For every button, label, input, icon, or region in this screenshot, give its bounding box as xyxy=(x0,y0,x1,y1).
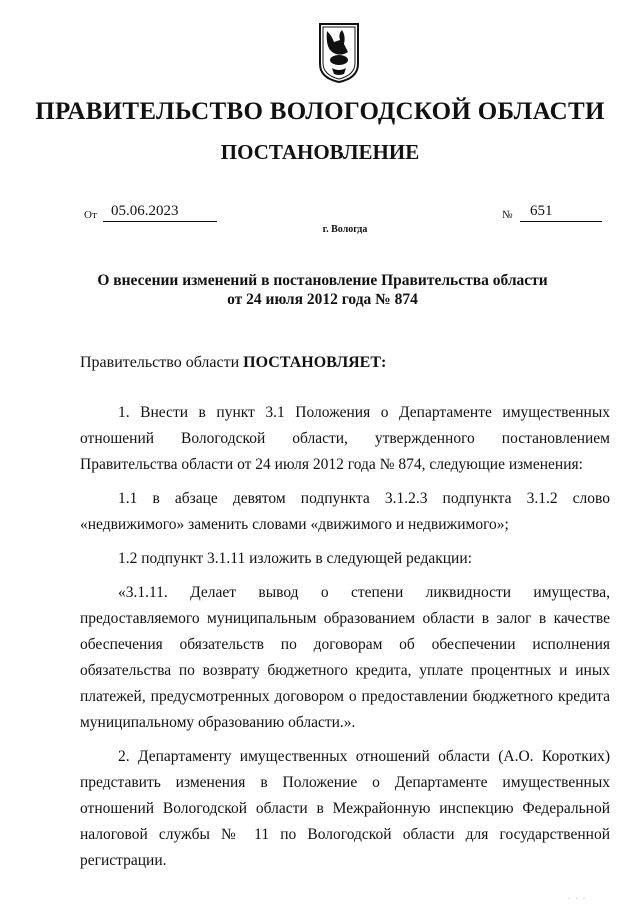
preamble-emphasis: ПОСТАНОВЛЯЕТ: xyxy=(243,354,387,371)
document-number: 651 xyxy=(520,203,602,222)
paragraph-1-2: 1.2 подпункт 3.1.11 изложить в следующей редакции: xyxy=(118,550,472,567)
number-prefix: № xyxy=(502,209,513,221)
paragraph-1-1: 1.1 в абзаце девятом подпункта 3.1.2.3 подпункта 3.1.2 слово «недвижимого» заменить словами «движимого и недвижимого»; xyxy=(80,490,610,533)
footer-marks: · · · xyxy=(568,896,587,902)
paragraph-1: 1. Внести в пункт 3.1 Положения о Департаменте имущественных отношений Вологодской области, утвержденного постановлением Правительства области от 24 июля 2012 года № 874, следующие изменения: xyxy=(80,404,610,473)
subject-line-2: от 24 июля 2012 года № 874 xyxy=(227,291,418,308)
document-date: 05.06.2023 xyxy=(103,203,217,222)
organization-title: ПРАВИТЕЛЬСТВО ВОЛОГОДСКОЙ ОБЛАСТИ xyxy=(35,98,605,125)
city-label: г. Вологда xyxy=(322,224,368,235)
preamble-text: Правительство области xyxy=(80,354,240,371)
date-prefix: От xyxy=(84,209,97,221)
document-body xyxy=(80,400,610,882)
coat-of-arms-icon xyxy=(318,22,360,84)
preamble xyxy=(80,354,386,372)
paragraph-2: 2. Департаменту имущественных отношений области (А.О. Коротких) представить изменения в Положение о Департаменте имущественных отношений Вологодской области в Межрайонную инспекцию Федеральной налоговой службы № 11 по Вологодской области для государственной регистрации. xyxy=(80,748,610,869)
document-subject xyxy=(80,271,565,309)
paragraph-quote: «3.1.11. Делает вывод о степени ликвидности имущества, предоставляемого муниципальным образованием области в залог в качестве обеспечения обязательств по договорам об обеспечении исполнения обязательства по возврату бюджетного кредита, уплате процентных и иных платежей, предусмотренных договором о предоставлении бюджетного кредита муниципальному образованию области.». xyxy=(80,584,610,731)
subject-line-1: О внесении изменений в постановление Правительства области xyxy=(97,272,548,289)
document-type: ПОСТАНОВЛЕНИЕ xyxy=(220,140,420,164)
